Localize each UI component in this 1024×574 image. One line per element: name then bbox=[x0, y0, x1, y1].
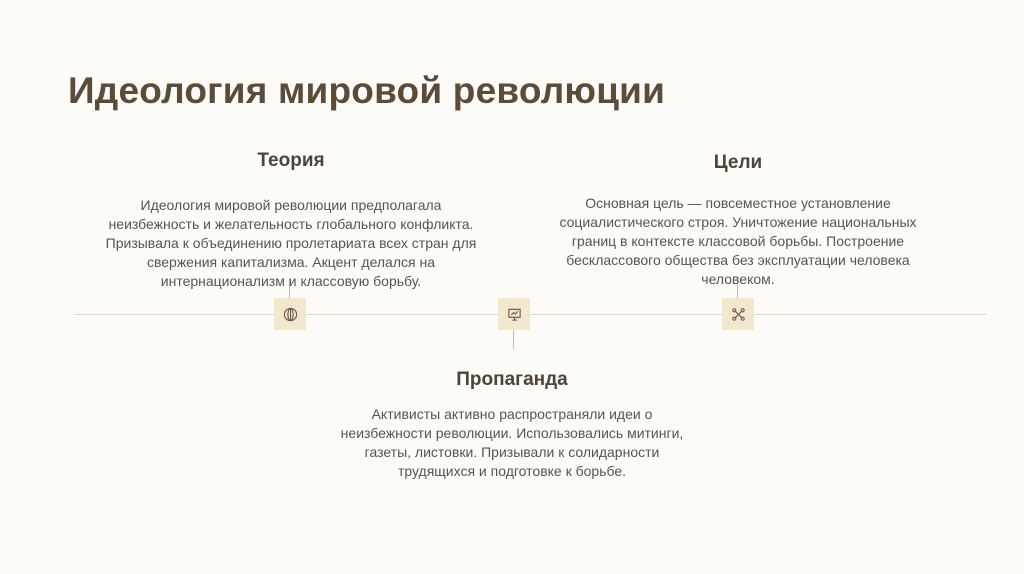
description-line: социалистического строя. Уничтожение национальных bbox=[559, 214, 917, 230]
description-line: неизбежности революции. Использовались митинги, bbox=[340, 425, 684, 441]
description-line: границ в контексте классовой борьбы. Построение bbox=[571, 233, 905, 249]
description-line: свержения капитализма. Акцент делался на bbox=[146, 254, 436, 270]
description-line: интернационализм и классовую борьбу. bbox=[160, 273, 422, 289]
event-description bbox=[276, 405, 748, 481]
connector-propaganda bbox=[513, 330, 514, 349]
presentation-icon bbox=[507, 307, 522, 322]
description-line: трудящихся и подготовке к борьбе. bbox=[397, 463, 627, 479]
timeline-marker-goals bbox=[722, 298, 754, 330]
event-heading: Пропаганда bbox=[456, 369, 568, 390]
globe-icon bbox=[283, 307, 298, 322]
network-icon bbox=[731, 307, 746, 322]
slide-title: Идеология мировой революции bbox=[68, 70, 666, 111]
event-theory bbox=[56, 150, 526, 291]
description-line: Призывала к объединению пролетариата всех стран для bbox=[105, 235, 477, 251]
event-description bbox=[56, 196, 526, 291]
timeline-marker-theory bbox=[274, 298, 306, 330]
description-line: Идеология мировой революции предполагала bbox=[140, 197, 442, 213]
timeline-line bbox=[74, 314, 986, 315]
event-propaganda bbox=[276, 369, 748, 481]
timeline-marker-propaganda bbox=[498, 298, 530, 330]
description-line: бесклассового общества без эксплуатации человека bbox=[566, 252, 910, 268]
event-goals bbox=[503, 152, 973, 289]
description-line: Активисты активно распространяли идеи о bbox=[371, 406, 653, 422]
description-line: неизбежность и желательность глобального конфликта. bbox=[108, 216, 474, 232]
description-line: человеком. bbox=[701, 271, 775, 287]
description-line: Основная цель — повсеместное установление bbox=[585, 195, 891, 211]
description-line: газеты, листовки. Призывали к солидарности bbox=[364, 444, 660, 460]
event-heading: Цели bbox=[713, 152, 763, 173]
event-description bbox=[503, 194, 973, 289]
event-heading: Теория bbox=[257, 150, 325, 171]
